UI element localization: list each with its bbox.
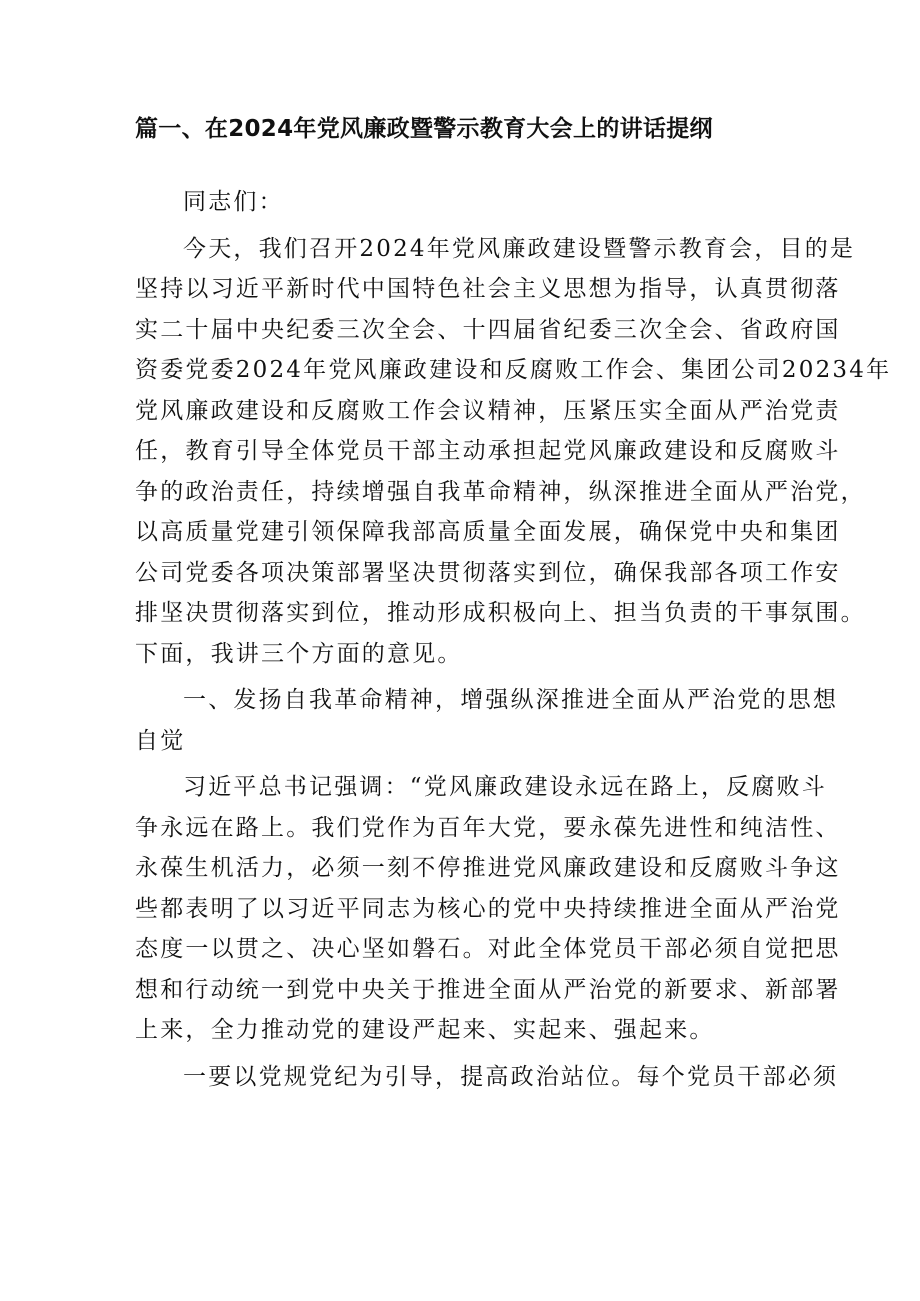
document-title: 篇一、在2024年党风廉政暨警示教育大会上的讲话提纲: [135, 116, 713, 142]
paragraph-line: 上来，全力推动党的建设严起来、实起来、强起来。: [135, 1017, 715, 1043]
paragraph-line: 习近平总书记强调：“党风廉政建设永远在路上，反腐败斗: [183, 774, 827, 800]
paragraph-line: 党风廉政建设和反腐败工作会议精神，压紧压实全面从严治党责: [135, 397, 841, 424]
paragraph-line: 想和行动统一到党中央关于推进全面从严治党的新要求、新部署: [135, 976, 841, 1003]
paragraph-line: 一要以党规党纪为引导，提高政治站位。每个党员干部必须: [183, 1063, 839, 1090]
paragraph-line: 下面，我讲三个方面的意见。: [135, 640, 463, 667]
paragraph-line: 态度一以贯之、决心坚如磐石。对此全体党员干部必须自觉把思: [135, 936, 841, 962]
heading-line: 自觉: [135, 727, 186, 754]
paragraph-line: 永葆生机活力，必须一刻不停推进党风廉政建设和反腐败斗争这: [135, 855, 841, 881]
paragraph-line: 实二十届中央纪委三次全会、十四届省纪委三次全会、省政府国: [135, 316, 841, 343]
paragraph-line: 资委党委2024年党风廉政建设和反腐败工作会、集团公司20234年: [135, 357, 892, 383]
paragraph-line: 公司党委各项决策部署坚决贯彻落实到位，确保我部各项工作安: [135, 559, 841, 586]
paragraph-line: 坚持以习近平新时代中国特色社会主义思想为指导，认真贯彻落: [135, 276, 841, 302]
paragraph-quote: [135, 767, 841, 1051]
document-body: [135, 182, 892, 1097]
paragraph-line: 任，教育引导全体党员干部主动承担起党风廉政建设和反腐败斗: [135, 438, 841, 464]
salutation-text: 同志们：: [183, 189, 284, 215]
section-heading-1: [135, 680, 839, 761]
paragraph-point-1: [135, 1057, 839, 1098]
paragraph-line: 以高质量党建引领保障我部高质量全面发展，确保党中央和集团: [135, 519, 841, 545]
paragraph-line: 今天，我们召开2024年党风廉政建设暨警示教育会，目的是: [183, 235, 856, 262]
paragraph-line: 些都表明了以习近平同志为核心的党中央持续推进全面从严治党: [135, 895, 841, 922]
salutation: [135, 182, 800, 223]
heading-line: 一、发扬自我革命精神，增强纵深推进全面从严治党的思想: [183, 687, 839, 713]
paragraph-line: 争的政治责任，持续增强自我革命精神，纵深推进全面从严治党，: [135, 478, 866, 505]
paragraph-intro: [135, 229, 892, 675]
paragraph-line: 争永远在路上。我们党作为百年大党，要永葆先进性和纯洁性、: [135, 814, 841, 841]
paragraph-line: 排坚决贯彻落实到位，推动形成积极向上、担当负责的干事氛围。: [135, 600, 866, 626]
